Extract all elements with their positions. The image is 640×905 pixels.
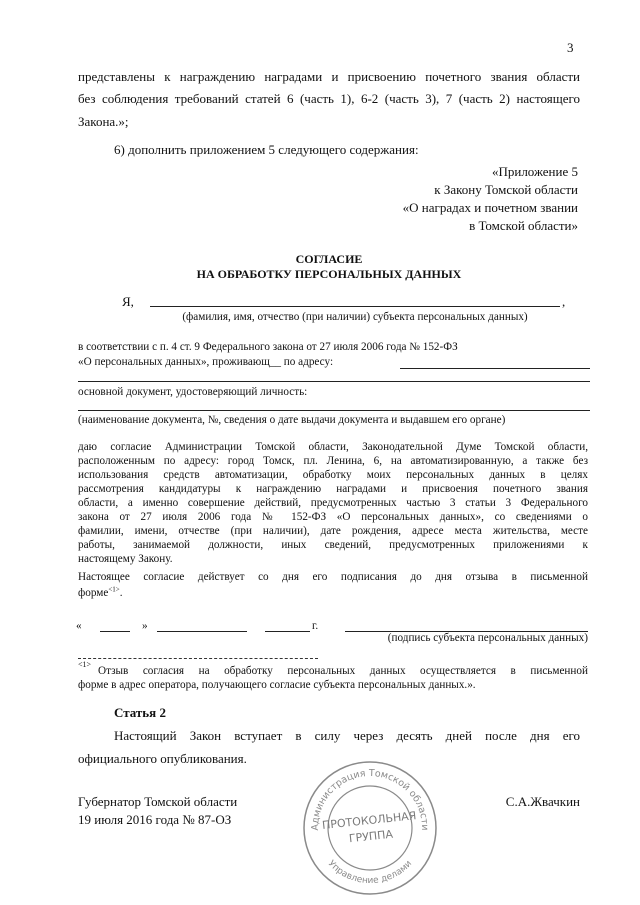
appendix-header-2: к Закону Томской области (434, 182, 578, 197)
stamp-center-line-2: ГРУППА (348, 827, 394, 846)
footnote-separator (78, 658, 318, 659)
validity-line-2 (78, 586, 123, 601)
doc-caption: (наименование документа, №, сведения о дате выдачи документа и выдавшем его органе) (78, 414, 506, 426)
item-6: 6) дополнить приложением 5 следующего содержания: (114, 142, 419, 157)
law-line-2: «О персональных данных», проживающ__ по адресу: (78, 356, 334, 368)
sign-year-suffix: г. (312, 620, 319, 632)
address-line-2[interactable] (78, 381, 590, 382)
stamp-center-line-1: ПРОТОКОЛЬНАЯ (321, 809, 417, 832)
sign-year-line[interactable] (265, 631, 310, 632)
fio-line[interactable] (150, 306, 560, 307)
protocol-stamp (300, 758, 440, 898)
fio-caption: (фамилия, имя, отчество (при наличии) субъекта персональных данных) (182, 311, 528, 323)
address-line[interactable] (400, 368, 590, 369)
sign-open-quote: « (76, 620, 82, 632)
doc-label: основной документ, удостоверяющий личность: (78, 386, 308, 398)
law-line-1: в соответствии с п. 4 ст. 9 Федерального закона от 27 июля 2006 года № 152-ФЗ (78, 341, 458, 353)
sign-caption: (подпись субъекта персональных данных) (387, 632, 588, 644)
stamp-ring-bottom-text: Управление делами (325, 858, 415, 887)
sign-close-quote: » (142, 620, 148, 632)
ya-label: Я, (122, 294, 134, 309)
article-line-2: официального опубликования. (78, 751, 247, 766)
governor-title: Губернатор Томской области (78, 794, 238, 809)
stamp-ring-top-text: Администрация Томской области (309, 767, 431, 831)
law-date-number: 19 июля 2016 года № 87-ОЗ (78, 812, 232, 827)
consent-line-7: фамилии, имени, отчестве (при наличии), дате рождения, адресе места жительства, месте (78, 525, 588, 537)
doc-line[interactable] (78, 410, 590, 411)
intro-line-1: представлены к награждению наградами и присвоению почетного звания области (78, 69, 580, 84)
appendix-header-1: «Приложение 5 (491, 164, 578, 179)
appendix-header-4: в Томской области» (469, 218, 578, 233)
validity-forme: форме (78, 587, 109, 599)
article-heading: Статья 2 (114, 705, 166, 720)
intro-line-3: Закона.»; (78, 114, 129, 129)
validity-end: . (119, 587, 123, 599)
appendix-header-3: «О наградах и почетном звании (402, 200, 578, 215)
sign-month-line[interactable] (157, 631, 247, 632)
doc-title-1: СОГЛАСИЕ (295, 252, 363, 266)
consent-line-5: области, а именно совершение действий, предусмотренных частью 3 статьи 3 Федерального (78, 497, 588, 509)
footnote-marker: <1> (78, 660, 92, 669)
intro-line-2: без соблюдения требований статей 6 (часть 1), 6-2 (часть 3), 7 (часть 2) настоящего (78, 91, 580, 106)
article-line-1: Настоящий Закон вступает в силу через десять дней после дня его (114, 728, 580, 743)
doc-title-2: НА ОБРАБОТКУ ПЕРСОНАЛЬНЫХ ДАННЫХ (196, 267, 462, 281)
consent-line-4: рассмотрения кандидатуры к награждению наградами и присвоения почетного звания (78, 483, 588, 495)
fio-comma: , (562, 294, 566, 309)
footnote-line-1: Отзыв согласия на обработку персональных данных осуществляется в письменной (98, 665, 588, 677)
consent-line-8: работы, занимаемой должности, иных сведений, предусмотренных приложениями к (78, 539, 588, 551)
governor-name: С.А.Жвачкин (505, 794, 580, 809)
sign-day-line[interactable] (100, 631, 130, 632)
page-number: 3 (567, 40, 574, 55)
consent-line-6: закона от 27 июля 2006 года № 152-ФЗ «О персональных данных», со сведениями о (78, 511, 588, 523)
consent-line-9: настоящему Закону. (78, 553, 173, 565)
validity-line-1: Настоящее согласие действует со дня его подписания до дня отзыва в письменной (78, 571, 588, 583)
consent-line-1: даю согласие Администрации Томской области, Законодательной Думе Томской области, (78, 441, 588, 453)
validity-footnote-ref: <1> (108, 585, 120, 594)
consent-line-2: расположенным по адресу: город Томск, пл. Ленина, 6, на автоматизированную, а также без (78, 455, 588, 467)
consent-line-3: использования средств автоматизации, обработку моих персональных данных в целях (78, 469, 588, 481)
footnote-line-2: форме в адрес оператора, получающего согласие субъекта персональных данных.». (78, 679, 476, 691)
